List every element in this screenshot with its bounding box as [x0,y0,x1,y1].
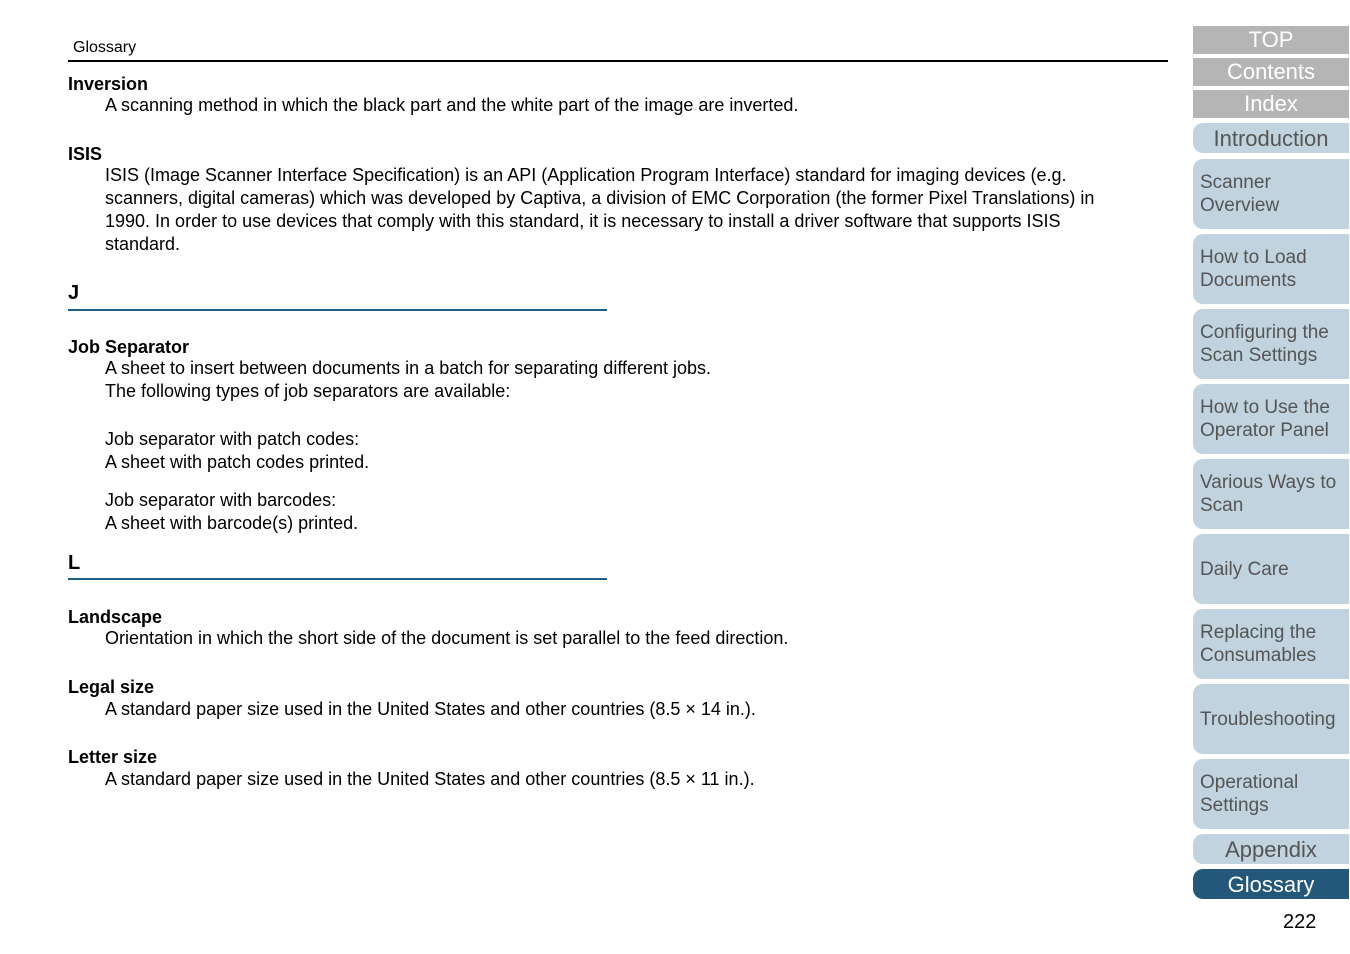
nav-contents-button[interactable]: Contents [1193,58,1349,86]
nav-top-button[interactable]: TOP [1193,26,1349,54]
nav-tab-introduction[interactable]: Introduction [1193,123,1349,153]
letter-heading-j: J [68,282,80,304]
nav-tab-scanner-overview[interactable] [1193,159,1349,229]
nav-tab-label: Scan Settings [1200,345,1318,366]
definition-line: standard. [105,234,181,254]
nav-tab-label: Various Ways to [1200,472,1337,493]
nav-tab-label: Operational [1200,772,1299,793]
definition-inversion: A scanning method in which the black part and the white part of the image are inverted. [105,95,799,115]
term-landscape: Landscape [68,607,163,627]
nav-tab-label: Troubleshooting [1200,708,1336,730]
nav-index-button[interactable]: Index [1193,90,1349,118]
term-letter-size: Letter size [68,747,158,767]
nav-tab-label: Settings [1200,795,1269,816]
term-legal-size: Legal size [68,677,155,697]
nav-tab-label: Consumables [1200,645,1317,666]
nav-tab-label: Configuring the [1200,322,1329,343]
nav-tab-operational-settings[interactable] [1193,759,1349,829]
definition-isis [105,164,1170,256]
term-isis: ISIS [68,144,103,164]
nav-tab-operator-panel[interactable] [1193,384,1349,454]
term-job-separator: Job Separator [68,337,190,357]
nav-tab-label: Daily Care [1200,558,1289,580]
page-number: 222 [1283,911,1317,933]
definition-line: Job separator with barcodes: [105,490,337,510]
letter-divider-j [68,309,607,311]
letter-heading-l: L [68,552,81,574]
definition-line: 1990. In order to use devices that comply with this standard, it is necessary to install a driver software that supports ISIS [105,211,1061,231]
definition-landscape: Orientation in which the short side of the document is set parallel to the feed direction. [105,628,789,648]
term-inversion: Inversion [68,74,149,94]
nav-tab-consumables[interactable] [1193,609,1349,679]
definition-line: The following types of job separators are available: [105,381,511,401]
definition-legal-size: A standard paper size used in the United States and other countries (8.5 × 14 in.). [105,699,756,719]
nav-tab-label: Overview [1200,195,1280,216]
nav-tab-label: Scanner [1200,172,1271,193]
nav-tab-appendix[interactable]: Appendix [1193,834,1349,864]
header-divider [68,60,1168,62]
definition-line: scanners, digital cameras) which was developed by Captiva, a division of EMC Corporation (the former Pixel Translations) in [105,188,1095,208]
section-header-label: Glossary [73,39,137,56]
nav-tab-label: Operator Panel [1200,420,1329,441]
nav-tab-label: Replacing the [1200,622,1317,643]
nav-tab-glossary[interactable]: Glossary [1193,869,1349,899]
nav-tab-label: Documents [1200,270,1297,291]
nav-tab-load-documents[interactable] [1193,234,1349,304]
definition-job-separator [105,357,1170,403]
nav-tab-label: Scan [1200,495,1244,516]
definition-line: A sheet with patch codes printed. [105,452,370,472]
letter-divider-l [68,578,607,580]
nav-tab-daily-care[interactable] [1193,534,1349,604]
nav-tab-label: How to Load [1200,247,1307,268]
nav-tab-troubleshooting[interactable] [1193,684,1349,754]
nav-tab-label: How to Use the [1200,397,1330,418]
definition-line: ISIS (Image Scanner Interface Specification) is an API (Application Program Interface) standard for imaging devices (e.g. [105,165,1067,185]
definition-line: Job separator with patch codes: [105,429,360,449]
definition-line: A sheet to insert between documents in a batch for separating different jobs. [105,358,712,378]
job-separator-patch-codes [105,428,1170,474]
job-separator-barcodes [105,489,1170,535]
nav-tab-scan-settings[interactable] [1193,309,1349,379]
definition-line: A sheet with barcode(s) printed. [105,513,359,533]
nav-tab-ways-to-scan[interactable] [1193,459,1349,529]
definition-letter-size: A standard paper size used in the United States and other countries (8.5 × 11 in.). [105,769,755,789]
